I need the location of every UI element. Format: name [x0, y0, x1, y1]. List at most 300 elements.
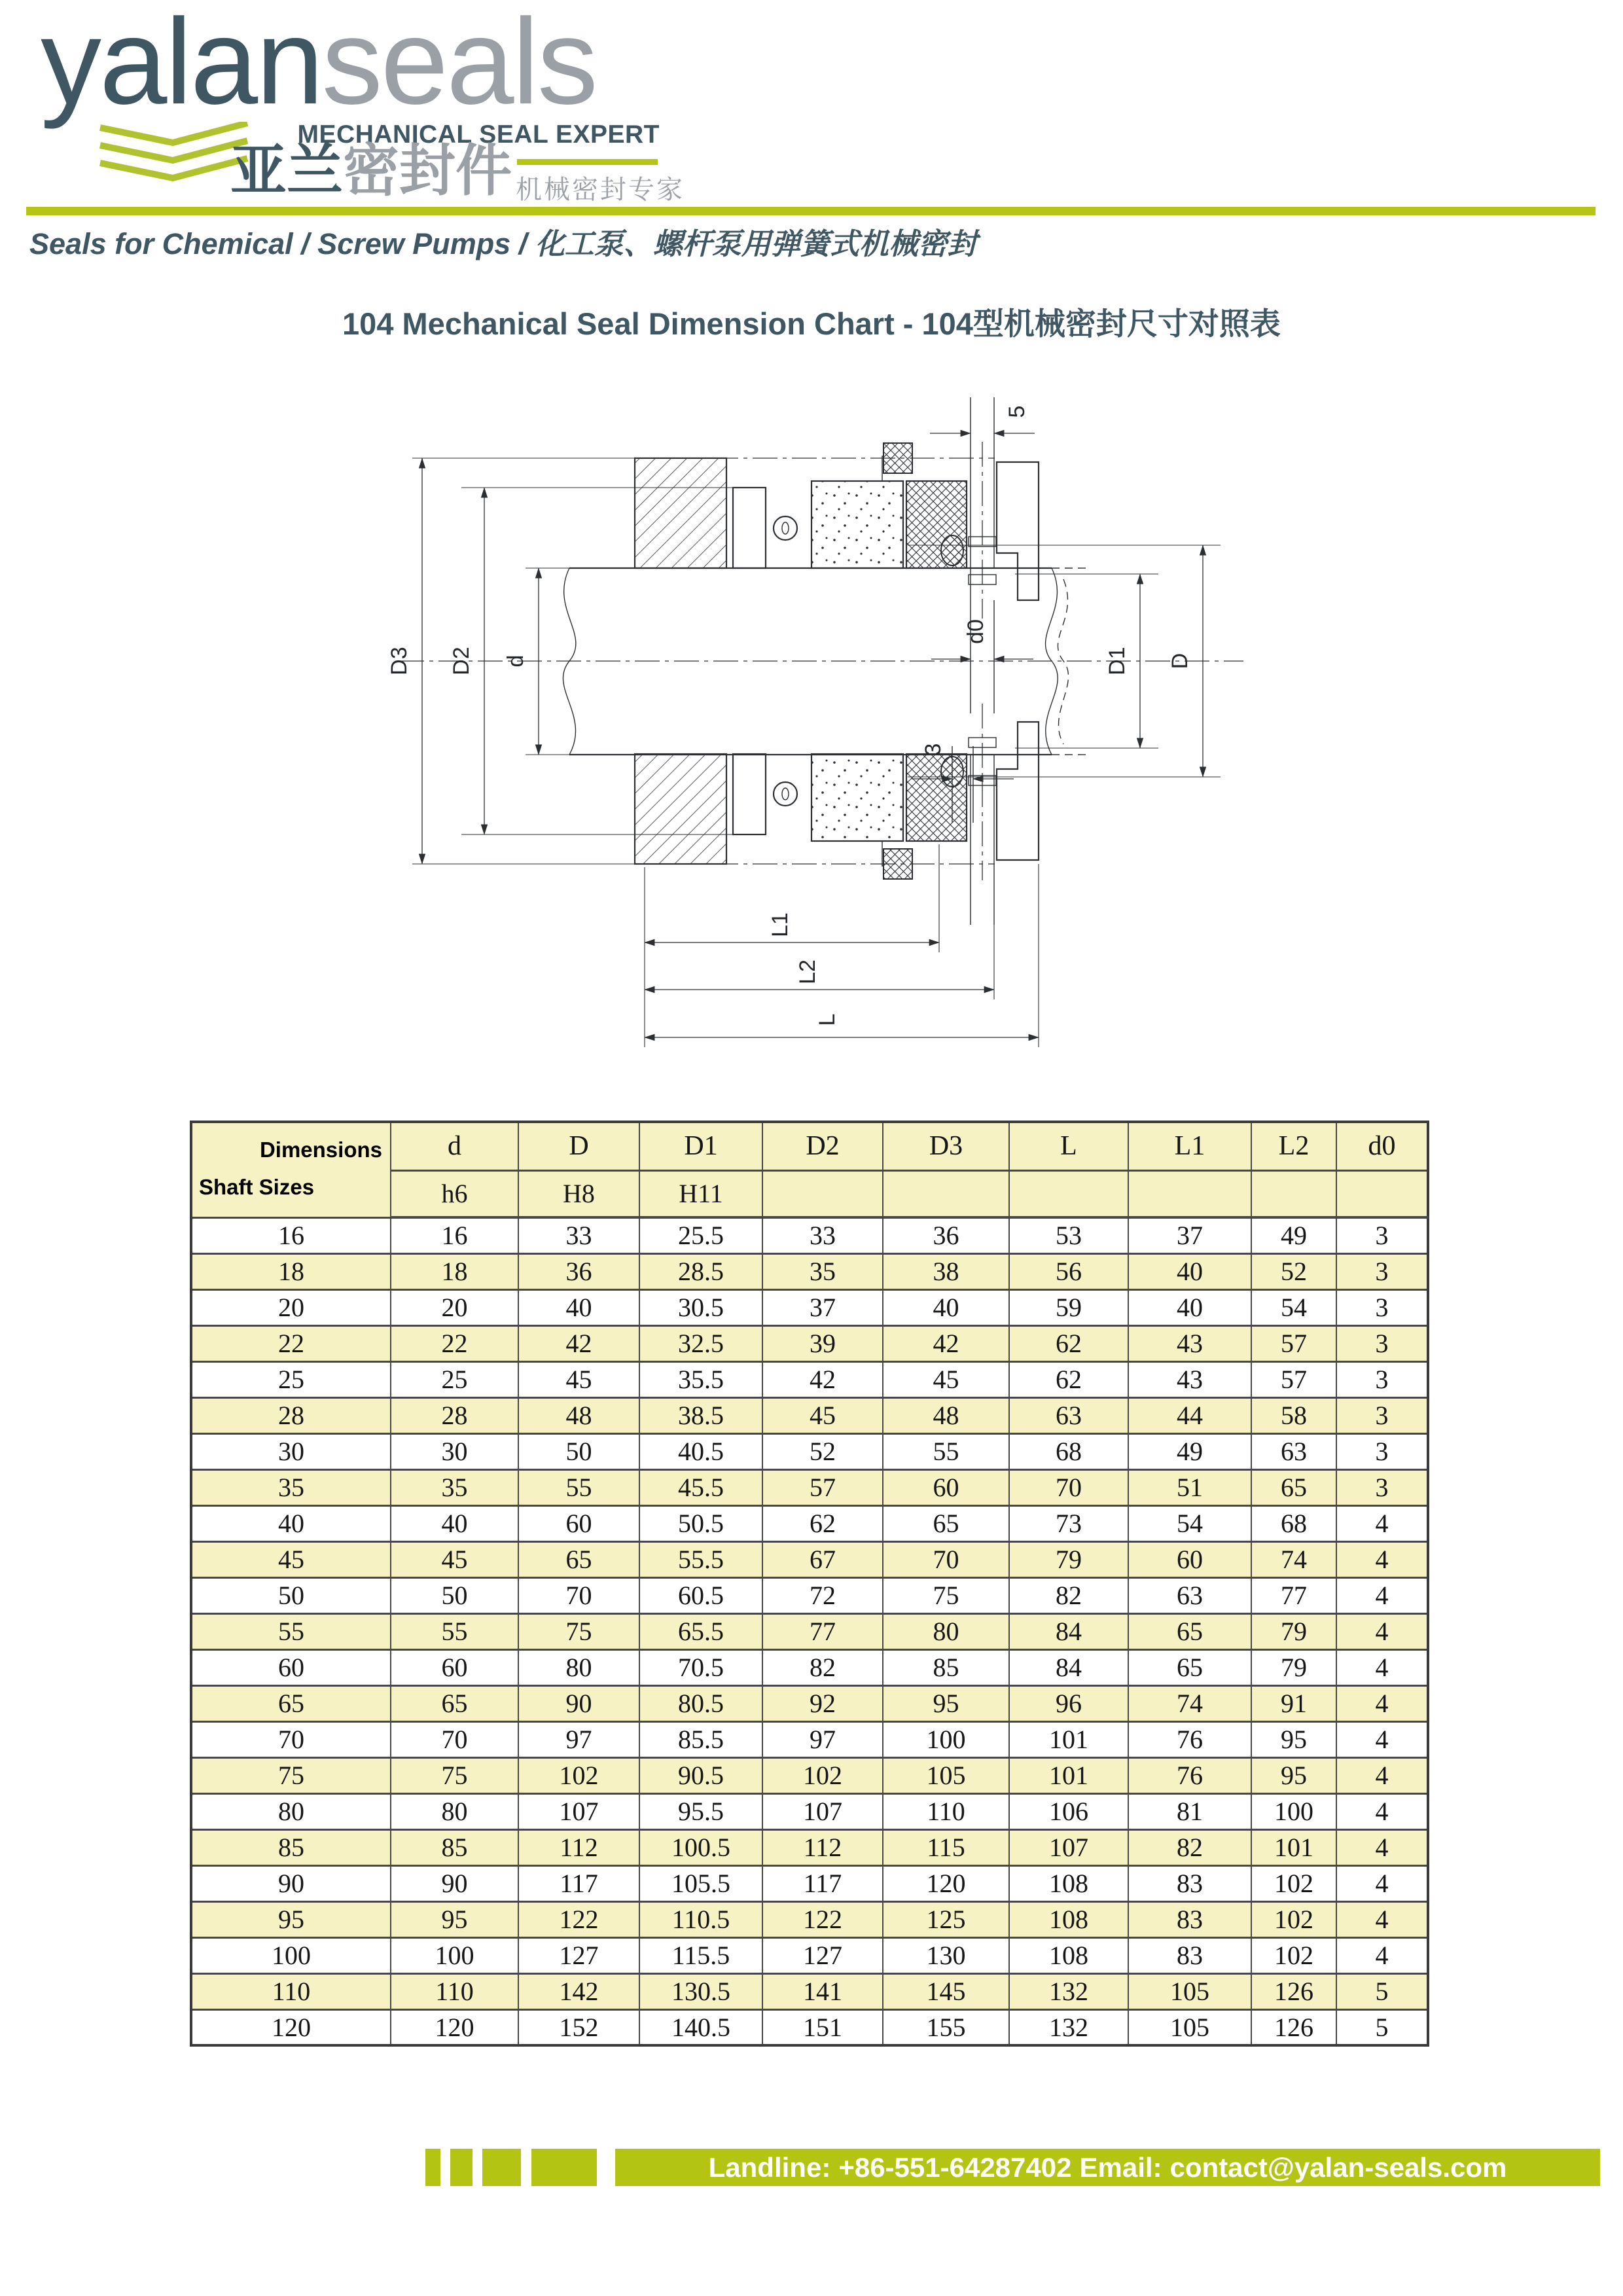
dimension-cell: 35.5	[639, 1361, 762, 1397]
shaft-size-cell: 18	[191, 1253, 391, 1289]
dimension-cell: 105	[1128, 2009, 1251, 2045]
dimension-cell: 16	[391, 1217, 518, 1253]
dimension-cell: 45	[762, 1397, 883, 1433]
dimension-cell: 28	[391, 1397, 518, 1433]
dimension-cell: 105.5	[639, 1865, 762, 1901]
landline-number: +86-551-64287402	[838, 2152, 1072, 2183]
footer-accent-block	[425, 2149, 440, 2186]
dimension-label-D1: D1	[1105, 647, 1130, 675]
dimension-cell: 49	[1128, 1433, 1251, 1469]
dimension-cell: 4	[1336, 1937, 1428, 1973]
dimension-cell: 70	[518, 1577, 639, 1613]
dimension-label-D: D	[1168, 653, 1192, 670]
dimension-cell: 105	[1128, 1973, 1251, 2009]
footer-contact-bar	[615, 2149, 1600, 2186]
dimension-cell: 59	[1009, 1289, 1128, 1325]
table-row	[191, 2009, 1428, 2045]
footer-accent-block	[482, 2149, 521, 2186]
dimension-cell: 36	[518, 1253, 639, 1289]
dimension-cell: 91	[1251, 1685, 1336, 1721]
dimension-cell: 102	[518, 1757, 639, 1793]
dimension-cell: 53	[1009, 1217, 1128, 1253]
dimension-cell: 4	[1336, 1829, 1428, 1865]
dimension-cell: 122	[762, 1901, 883, 1937]
shaft-size-cell: 30	[191, 1433, 391, 1469]
dimension-cell: 90	[391, 1865, 518, 1901]
table-row	[191, 1829, 1428, 1865]
dimension-cell: 76	[1128, 1721, 1251, 1757]
dimension-cell: 102	[1251, 1901, 1336, 1937]
shaft-size-cell: 75	[191, 1757, 391, 1793]
dimension-cell: 40.5	[639, 1433, 762, 1469]
column-header-D: D	[518, 1122, 639, 1170]
dimension-cell: 39	[762, 1325, 883, 1361]
dimension-cell: 60.5	[639, 1577, 762, 1613]
dimension-cell: 57	[762, 1469, 883, 1505]
dimension-cell: 43	[1128, 1325, 1251, 1361]
dimension-cell: 95	[1251, 1721, 1336, 1757]
dimension-cell: 63	[1251, 1433, 1336, 1469]
dimension-cell: 83	[1128, 1937, 1251, 1973]
dimension-cell: 70.5	[639, 1649, 762, 1685]
dimension-cell: 73	[1009, 1505, 1128, 1541]
tolerance-cell	[883, 1170, 1009, 1217]
dimension-cell: 37	[762, 1289, 883, 1325]
table-row	[191, 1541, 1428, 1577]
dimension-cell: 75	[391, 1757, 518, 1793]
dimension-cell: 102	[1251, 1865, 1336, 1901]
dimension-cell: 108	[1009, 1937, 1128, 1973]
dimension-cell: 80	[391, 1793, 518, 1829]
logo-chinese	[230, 140, 512, 202]
shaft-size-cell: 110	[191, 1973, 391, 2009]
dimension-label-d: d	[503, 655, 528, 668]
table-body	[191, 1217, 1428, 2045]
dimension-cell: 25.5	[639, 1217, 762, 1253]
dimension-cell: 126	[1251, 1973, 1336, 2009]
dimension-cell: 102	[762, 1757, 883, 1793]
dimension-cell: 4	[1336, 1865, 1428, 1901]
dimension-cell: 81	[1128, 1793, 1251, 1829]
dimension-cell: 62	[1009, 1361, 1128, 1397]
dimension-cell: 112	[762, 1829, 883, 1865]
dimension-cell: 3	[1336, 1217, 1428, 1253]
dimension-cell: 43	[1128, 1361, 1251, 1397]
dimension-cell: 4	[1336, 1541, 1428, 1577]
dimension-cell: 83	[1128, 1901, 1251, 1937]
dimension-cell: 37	[1128, 1217, 1251, 1253]
dimension-cell: 42	[883, 1325, 1009, 1361]
dimension-cell: 65	[391, 1685, 518, 1721]
table-row	[191, 1649, 1428, 1685]
dimension-cell: 77	[762, 1613, 883, 1649]
dimension-cell: 85.5	[639, 1721, 762, 1757]
dimension-cell: 57	[1251, 1361, 1336, 1397]
dimension-cell: 90	[518, 1685, 639, 1721]
dimension-cell: 4	[1336, 1721, 1428, 1757]
dimension-cell: 30.5	[639, 1289, 762, 1325]
shaft-size-cell: 28	[191, 1397, 391, 1433]
dimension-cell: 145	[883, 1973, 1009, 2009]
dimension-cell: 58	[1251, 1397, 1336, 1433]
dimension-cell: 100	[1251, 1793, 1336, 1829]
column-header-L: L	[1009, 1122, 1128, 1170]
dimension-cell: 40	[1128, 1289, 1251, 1325]
dimension-cell: 107	[762, 1793, 883, 1829]
dimension-label-d0: d0	[963, 619, 988, 644]
dimension-cell: 60	[883, 1469, 1009, 1505]
shaft-size-cell: 20	[191, 1289, 391, 1325]
shaft-size-cell: 50	[191, 1577, 391, 1613]
table-row	[191, 1865, 1428, 1901]
dimension-cell: 84	[1009, 1649, 1128, 1685]
dimension-cell: 70	[1009, 1469, 1128, 1505]
dimension-cell: 38.5	[639, 1397, 762, 1433]
dimension-cell: 63	[1128, 1577, 1251, 1613]
column-header-L1: L1	[1128, 1122, 1251, 1170]
shaft-size-cell: 95	[191, 1901, 391, 1937]
table-row	[191, 1685, 1428, 1721]
column-header-d0: d0	[1336, 1122, 1428, 1170]
table-row	[191, 1433, 1428, 1469]
brand-underline	[517, 159, 658, 165]
dimension-cell: 107	[518, 1793, 639, 1829]
shaft-size-cell: 55	[191, 1613, 391, 1649]
table-corner-cell	[191, 1122, 391, 1217]
dimension-cell: 4	[1336, 1505, 1428, 1541]
dimension-cell: 112	[518, 1829, 639, 1865]
seal-assembly-top	[635, 397, 1039, 619]
dimension-cell: 130	[883, 1937, 1009, 1973]
dimension-cell: 90.5	[639, 1757, 762, 1793]
shaft-size-cell: 25	[191, 1361, 391, 1397]
dimension-cell: 5	[1336, 2009, 1428, 2045]
dimension-cell: 57	[1251, 1325, 1336, 1361]
dimension-cell: 117	[518, 1865, 639, 1901]
logo-wordmark	[41, 0, 596, 130]
dimension-cell: 70	[391, 1721, 518, 1757]
dimension-cell: 60	[1128, 1541, 1251, 1577]
table-row	[191, 1793, 1428, 1829]
dimension-cell: 3	[1336, 1433, 1428, 1469]
table-row	[191, 1577, 1428, 1613]
table-row	[191, 1217, 1428, 1253]
dimension-cell: 141	[762, 1973, 883, 2009]
dimension-cell: 85	[391, 1829, 518, 1865]
dimension-cell: 95	[391, 1901, 518, 1937]
dimension-cell: 108	[1009, 1865, 1128, 1901]
dimension-cell: 100	[883, 1721, 1009, 1757]
dimension-cell: 25	[391, 1361, 518, 1397]
dimension-cell: 65	[883, 1505, 1009, 1541]
dimension-L	[645, 864, 1039, 1047]
column-header-D2: D2	[762, 1122, 883, 1170]
dimension-cell: 110.5	[639, 1901, 762, 1937]
table-row	[191, 1361, 1428, 1397]
dimension-cell: 115	[883, 1829, 1009, 1865]
dimension-cell: 45	[391, 1541, 518, 1577]
tolerance-cell	[1336, 1170, 1428, 1217]
tolerance-cell	[762, 1170, 883, 1217]
dimension-cell: 127	[518, 1937, 639, 1973]
dimension-cell: 56	[1009, 1253, 1128, 1289]
dimension-label-3: 3	[921, 743, 946, 756]
dimension-cell: 76	[1128, 1757, 1251, 1793]
tolerance-cell	[1128, 1170, 1251, 1217]
page-title: 104 Mechanical Seal Dimension Chart - 104型机械密封尺寸对照表	[342, 306, 1281, 341]
table-row	[191, 1721, 1428, 1757]
dimension-L2	[645, 925, 994, 999]
dimension-cell: 18	[391, 1253, 518, 1289]
dimension-cell: 50	[391, 1577, 518, 1613]
dimension-cell: 95	[1251, 1757, 1336, 1793]
dimension-cell: 5	[1336, 1973, 1428, 2009]
dimension-label-L2: L2	[795, 960, 820, 984]
dimension-cell: 126	[1251, 2009, 1336, 2045]
category-subtitle: Seals for Chemical / Screw Pumps / 化工泵、螺杆泵用弹簧式机械密封	[29, 227, 977, 260]
logo-cn-yalan: 亚兰	[230, 139, 343, 202]
shaft-size-cell: 22	[191, 1325, 391, 1361]
dimension-cell: 115.5	[639, 1937, 762, 1973]
table-row	[191, 1253, 1428, 1289]
dimension-cell: 97	[762, 1721, 883, 1757]
dimension-cell: 68	[1251, 1505, 1336, 1541]
dimension-cell: 70	[883, 1541, 1009, 1577]
logo-cn-seals: 密封件	[343, 139, 512, 202]
corner-label-dimensions: Dimensions	[259, 1138, 382, 1162]
dimension-cell: 74	[1251, 1541, 1336, 1577]
brand-tagline-cn: 机械密封专家	[516, 175, 685, 204]
dimension-cell: 4	[1336, 1577, 1428, 1613]
corner-label-shaft-sizes: Shaft Sizes	[199, 1174, 315, 1199]
dimension-cell: 3	[1336, 1325, 1428, 1361]
dimension-cell: 120	[883, 1865, 1009, 1901]
dimension-cell: 36	[883, 1217, 1009, 1253]
dimension-cell: 42	[518, 1325, 639, 1361]
dimension-cell: 132	[1009, 1973, 1128, 2009]
dimension-cell: 3	[1336, 1361, 1428, 1397]
column-header-L2: L2	[1251, 1122, 1336, 1170]
dimension-cell: 82	[1009, 1577, 1128, 1613]
dimension-cell: 42	[762, 1361, 883, 1397]
dimension-cell: 45	[518, 1361, 639, 1397]
dimension-cell: 4	[1336, 1793, 1428, 1829]
dimension-cell: 105	[883, 1757, 1009, 1793]
dimension-cell: 32.5	[639, 1325, 762, 1361]
table-row	[191, 1757, 1428, 1793]
dimension-label-L: L	[815, 1013, 840, 1026]
dimension-cell: 30	[391, 1433, 518, 1469]
dimension-table	[190, 1121, 1429, 2047]
dimension-cell: 4	[1336, 1901, 1428, 1937]
dimension-cell: 80.5	[639, 1685, 762, 1721]
dimension-label-L1: L1	[768, 912, 793, 937]
dimension-cell: 40	[1128, 1253, 1251, 1289]
tolerance-cell	[1251, 1170, 1336, 1217]
dimension-cell: 75	[518, 1613, 639, 1649]
dimension-cell: 79	[1009, 1541, 1128, 1577]
dimension-cell: 55	[518, 1469, 639, 1505]
dimension-cell: 4	[1336, 1757, 1428, 1793]
dimension-cell: 102	[1251, 1937, 1336, 1973]
header-divider-bar	[26, 207, 1596, 215]
dimension-cell: 63	[1009, 1397, 1128, 1433]
dimension-cell: 48	[883, 1397, 1009, 1433]
column-header-D3: D3	[883, 1122, 1009, 1170]
dimension-cell: 62	[762, 1505, 883, 1541]
dimension-cell: 3	[1336, 1397, 1428, 1433]
brand-tagline-en: MECHANICAL SEAL EXPERT	[297, 120, 660, 149]
dimension-cell: 95.5	[639, 1793, 762, 1829]
dimension-cell: 84	[1009, 1613, 1128, 1649]
shaft-size-cell: 85	[191, 1829, 391, 1865]
shaft-size-cell: 45	[191, 1541, 391, 1577]
dimension-cell: 3	[1336, 1289, 1428, 1325]
dimension-cell: 95	[883, 1685, 1009, 1721]
dimension-cell: 127	[762, 1937, 883, 1973]
dimension-cell: 100	[391, 1937, 518, 1973]
dimension-cell: 28.5	[639, 1253, 762, 1289]
dimension-cell: 108	[1009, 1901, 1128, 1937]
dimension-cell: 117	[762, 1865, 883, 1901]
dimension-cell: 48	[518, 1397, 639, 1433]
dimension-cell: 55	[391, 1613, 518, 1649]
table-row	[191, 1613, 1428, 1649]
dimension-cell: 110	[883, 1793, 1009, 1829]
tolerance-cell	[1009, 1170, 1128, 1217]
dimension-cell: 72	[762, 1577, 883, 1613]
dimension-cell: 77	[1251, 1577, 1336, 1613]
dimension-cell: 60	[518, 1505, 639, 1541]
dimension-cell: 151	[762, 2009, 883, 2045]
tolerance-cell: h6	[391, 1170, 518, 1217]
dimension-cell: 33	[762, 1217, 883, 1253]
dimension-cell: 142	[518, 1973, 639, 2009]
dimension-cell: 35	[762, 1253, 883, 1289]
dimension-cell: 45.5	[639, 1469, 762, 1505]
dimension-cell: 35	[391, 1469, 518, 1505]
shaft-size-cell: 65	[191, 1685, 391, 1721]
tolerance-cell: H11	[639, 1170, 762, 1217]
dimension-cell: 52	[762, 1433, 883, 1469]
shaft-size-cell: 70	[191, 1721, 391, 1757]
dimension-cell: 65	[1251, 1469, 1336, 1505]
dimension-cell: 125	[883, 1901, 1009, 1937]
email-label: Email:	[1079, 2152, 1162, 2183]
dimension-cell: 79	[1251, 1649, 1336, 1685]
dimension-label-5: 5	[1005, 405, 1029, 418]
shaft-size-cell: 16	[191, 1217, 391, 1253]
email-address: contact@yalan-seals.com	[1169, 2152, 1507, 2183]
dimension-cell: 74	[1128, 1685, 1251, 1721]
logo-word-seals: seals	[321, 0, 596, 130]
footer-accent-block	[531, 2149, 597, 2186]
dimension-cell: 101	[1251, 1829, 1336, 1865]
dimension-cell: 101	[1009, 1757, 1128, 1793]
dimension-cell: 106	[1009, 1793, 1128, 1829]
dimension-cell: 92	[762, 1685, 883, 1721]
dimension-cell: 20	[391, 1289, 518, 1325]
dimension-label-D3: D3	[387, 647, 412, 675]
dimension-cell: 40	[518, 1289, 639, 1325]
dimension-cell: 65	[1128, 1649, 1251, 1685]
dimension-cell: 67	[762, 1541, 883, 1577]
dimension-cell: 55	[883, 1433, 1009, 1469]
table-columns-row	[191, 1122, 1428, 1170]
dimension-cell: 85	[883, 1649, 1009, 1685]
dimension-cell: 75	[883, 1577, 1009, 1613]
table-row	[191, 1937, 1428, 1973]
dimension-cell: 55.5	[639, 1541, 762, 1577]
dimension-cell: 107	[1009, 1829, 1128, 1865]
column-header-d: d	[391, 1122, 518, 1170]
dimension-cell: 65	[518, 1541, 639, 1577]
dimension-label-D2: D2	[449, 647, 474, 675]
dimension-cell: 33	[518, 1217, 639, 1253]
dimension-cell: 62	[1009, 1325, 1128, 1361]
shaft-size-cell: 40	[191, 1505, 391, 1541]
dimension-cell: 40	[391, 1505, 518, 1541]
dimension-cell: 49	[1251, 1217, 1336, 1253]
dimension-cell: 80	[518, 1649, 639, 1685]
table-row	[191, 1325, 1428, 1361]
dimension-cell: 60	[391, 1649, 518, 1685]
dimension-cell: 110	[391, 1973, 518, 2009]
dimension-cell: 22	[391, 1325, 518, 1361]
shaft-size-cell: 120	[191, 2009, 391, 2045]
dimension-cell: 3	[1336, 1253, 1428, 1289]
logo-word-yalan: yalan	[41, 0, 322, 130]
dimension-cell: 50.5	[639, 1505, 762, 1541]
dimension-cell: 45	[883, 1361, 1009, 1397]
dimension-cell: 54	[1128, 1505, 1251, 1541]
dimension-cell: 4	[1336, 1649, 1428, 1685]
table-row	[191, 1973, 1428, 2009]
dimension-cell: 4	[1336, 1685, 1428, 1721]
dimension-cell: 3	[1336, 1469, 1428, 1505]
dimension-cell: 68	[1009, 1433, 1128, 1469]
shaft-size-cell: 100	[191, 1937, 391, 1973]
dimension-cell: 83	[1128, 1865, 1251, 1901]
seal-assembly-bottom	[635, 704, 1039, 925]
dimension-cell: 80	[883, 1613, 1009, 1649]
dimension-cell: 54	[1251, 1289, 1336, 1325]
dimension-cell: 140.5	[639, 2009, 762, 2045]
dimension-cell: 38	[883, 1253, 1009, 1289]
table-row	[191, 1289, 1428, 1325]
dimension-cell: 44	[1128, 1397, 1251, 1433]
dimension-cell: 122	[518, 1901, 639, 1937]
table-row	[191, 1397, 1428, 1433]
dimension-cell: 101	[1009, 1721, 1128, 1757]
dimension-cell: 155	[883, 2009, 1009, 2045]
dimension-cell: 82	[1128, 1829, 1251, 1865]
shaft-size-cell: 90	[191, 1865, 391, 1901]
shaft-size-cell: 35	[191, 1469, 391, 1505]
footer-accent-block	[450, 2149, 473, 2186]
shaft-size-cell: 60	[191, 1649, 391, 1685]
dimension-cell: 82	[762, 1649, 883, 1685]
table-row	[191, 1469, 1428, 1505]
dimension-cell: 65.5	[639, 1613, 762, 1649]
dimension-cell: 100.5	[639, 1829, 762, 1865]
dimension-cell: 120	[391, 2009, 518, 2045]
table-row	[191, 1505, 1428, 1541]
dimension-cell: 130.5	[639, 1973, 762, 2009]
dimension-5	[930, 406, 1035, 433]
dimension-cell: 96	[1009, 1685, 1128, 1721]
table-row	[191, 1901, 1428, 1937]
